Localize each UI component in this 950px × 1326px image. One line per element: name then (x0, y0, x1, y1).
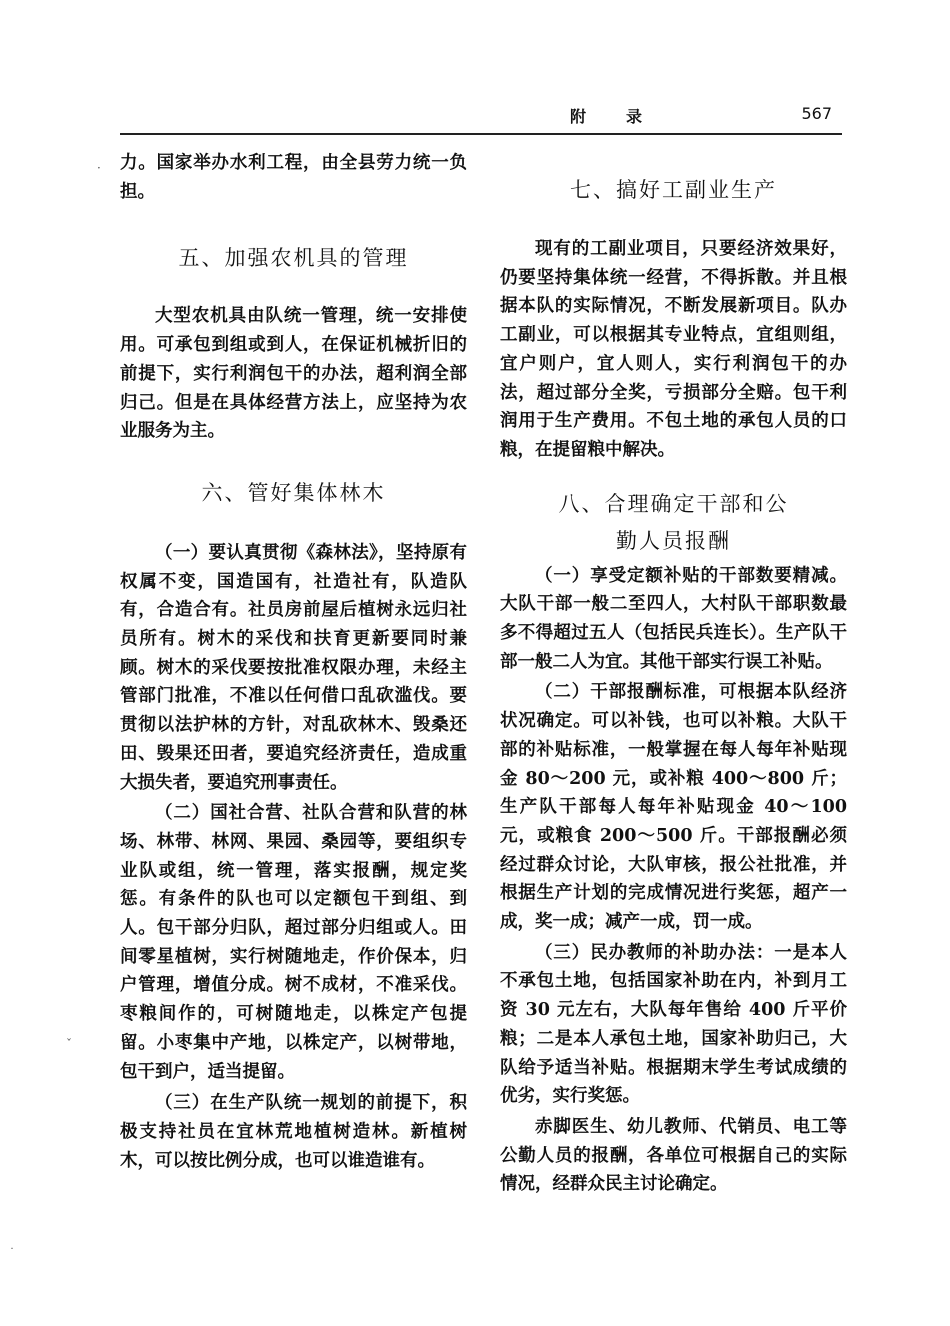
section-8-paragraph-2: （二）干部报酬标准，可根据本队经济状况确定。可以补钱，也可以补粮。大队干部的补贴标准，一般掌握在每人每年补贴现金 80～200 元，或补粮 400～800 斤；生产队干部每人每年补贴现金 40～100 元，或粮食 200～500 斤。干部报酬必须经过群众讨论，大队审核，报公社批准，并根据生产计划的完成情况进行奖惩，超产一成，奖一成；减产一成，罚一成。 (500, 682, 847, 933)
section-5-title: 五、加强农机具的管理 (178, 246, 409, 271)
scan-speck: ˇ (66, 1037, 72, 1051)
continuation-paragraph: 力。国家举办水利工程，由全县劳力统一负担。 (120, 153, 467, 202)
section-6-paragraph-2: （二）国社合营、社队合营和队营的林场、林带、林网、果园、桑园等，要组织专业队或组，统一管理，落实报酬，规定奖惩。有条件的队也可以定额包干到组、到人。包干部分归队，超过部分归组或人。田间零星植树，实行树随地走，作价保本，归户管理，增值分成。树不成材，不准采伐。枣粮间作的，可树随地走，以株定产包提留。小枣集中产地，以株定产，以树带地，包干到户，适当提留。 (120, 803, 467, 1082)
scan-speck: · (97, 161, 101, 175)
section-8-title-line-1: 八、合理确定干部和公 (558, 491, 789, 516)
section-7-title: 七、搞好工副业生产 (570, 178, 777, 202)
section-8-paragraph-3: （三）民办教师的补助办法：一是本人不承包土地，包括国家补助在内，补到月工资 30 元左右，大队每年售给 400 斤平价粮；二是本人承包土地，国家补助归己，大队给予适当补贴。根据期末学生考试成绩的优劣，实行奖惩。 (500, 942, 847, 1107)
scan-speck: ˙ (9, 1246, 15, 1260)
page-header (120, 104, 840, 130)
section-6-title: 六、管好集体林木 (201, 480, 386, 505)
section-7-paragraph-1: 现有的工副业项目，只要经济效果好，仍要坚持集体统一经营，不得拆散。并且根据本队的实际情况，不断发展新项目。队办工副业，可以根据其专业特点，宜组则组，宜户则户，宜人则人，实行利润包干的办法，超过部分全奖，亏损部分全赔。包干利润用于生产费用。不包土地的承包人员的口粮，在提留粮中解决。 (500, 239, 847, 460)
right-column (500, 140, 847, 1199)
page-number: 567 (801, 104, 832, 123)
section-8-paragraph-1: （一）享受定额补贴的干部数要精减。大队干部一般二至四人，大村队干部职数最多不得超过五人（包括民兵连长）。生产队干部一般二人为宜。其他干部实行误工补贴。 (500, 565, 847, 672)
section-8-title-line-2: 勤人员报酬 (616, 528, 731, 553)
section-6-paragraph-3: （三）在生产队统一规划的前提下，积极支持社员在宜林荒地植树造林。新植树木，可以按比例分成，也可以谁造谁有。 (120, 1093, 467, 1171)
running-header-title: 附录 (570, 107, 683, 126)
left-column (120, 140, 467, 1175)
section-8-paragraph-4: 赤脚医生、幼儿教师、代销员、电工等公勤人员的报酬，各单位可根据自己的实际情况，经群众民主讨论确定。 (500, 1116, 847, 1195)
section-5-paragraph-1: 大型农机具由队统一管理，统一安排使用。可承包到组或到人，在保证机械折旧的前提下，实行利润包干的办法，超利润全部归己。但是在具体经营方法上，应坚持为农业服务为主。 (120, 306, 467, 442)
section-6-paragraph-1: （一）要认真贯彻《森林法》，坚持原有权属不变，国造国有，社造社有，队造队有，合造合有。社员房前屋后植树永远归社员所有。树木的采伐和扶育更新要同时兼顾。树木的采伐要按批准权限办理，未经主管部门批准，不准以任何借口乱砍滥伐。要贯彻以法护林的方针，对乱砍林木、毁桑还田、毁果还田者，要追究经济责任，造成重大损失者，要追究刑事责任。 (120, 542, 467, 793)
header-rule (120, 133, 842, 135)
